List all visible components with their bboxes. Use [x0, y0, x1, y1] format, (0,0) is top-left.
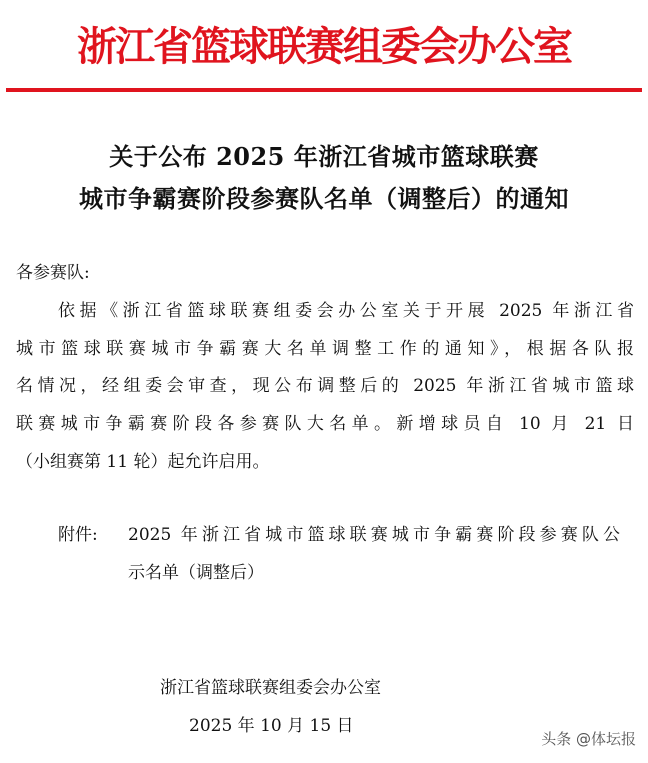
- attachment-text-line-1: 2025 年浙江省城市篮球联赛城市争霸赛阶段参赛队公: [128, 525, 620, 545]
- body-paragraph-line-4: 联赛城市争霸赛阶段各参赛队大名单。新增球员自 10 月 21 日: [16, 414, 634, 434]
- notice-title-line-2: 城市争霸赛阶段参赛队名单（调整后）的通知: [79, 184, 569, 213]
- letterhead-red-rule: [6, 88, 642, 92]
- body-paragraph-line-5: （小组赛第 11 轮）起允许启用。: [16, 452, 270, 472]
- attachment-label: 附件:: [58, 525, 98, 545]
- body-paragraph-line-3: 名情况，经组委会审查，现公布调整后的 2025 年浙江省城市篮球: [16, 376, 634, 396]
- attachment-text-line-2: 示名单（调整后）: [128, 563, 264, 583]
- letterhead-title: 浙江省篮球联赛组委会办公室: [77, 24, 571, 70]
- body-paragraph-line-1: 依据《浙江省篮球联赛组委会办公室关于开展 2025 年浙江省: [58, 301, 634, 321]
- salutation: 各参赛队:: [16, 263, 90, 283]
- signoff-date: 2025 年 10 月 15 日: [189, 716, 354, 736]
- signoff-organization: 浙江省篮球联赛组委会办公室: [160, 678, 381, 698]
- notice-title-line-1: 关于公布 2025 年浙江省城市篮球联赛: [109, 142, 539, 171]
- source-watermark: 头条 @体坛报: [541, 730, 636, 748]
- body-paragraph-line-2: 城市篮球联赛城市争霸赛大名单调整工作的通知》，根据各队报: [16, 339, 634, 359]
